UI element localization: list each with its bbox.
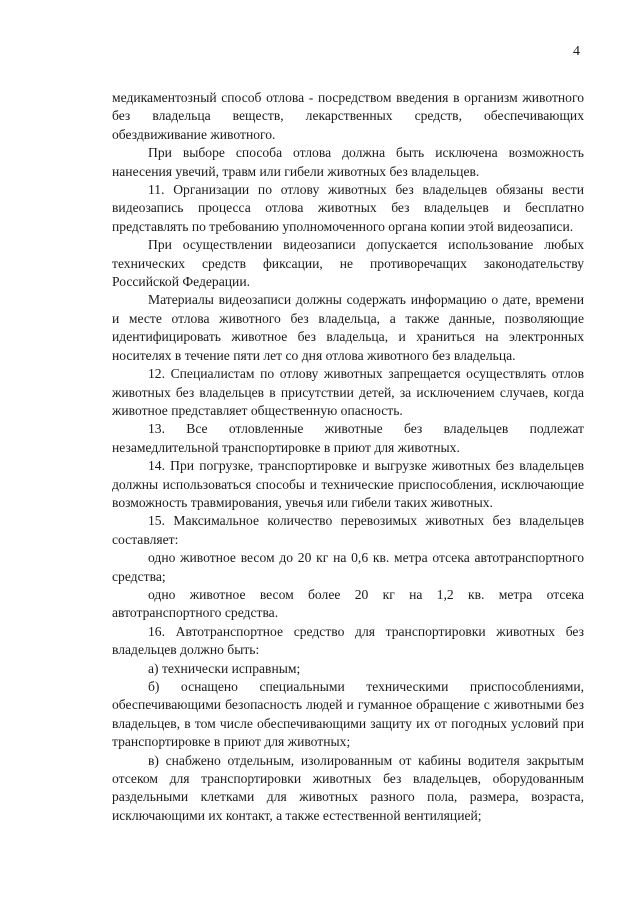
paragraph-15-under-20kg: одно животное весом до 20 кг на 0,6 кв. метра отсека автотранспортного средства; (112, 550, 584, 584)
page-number: 4 (573, 44, 580, 59)
paragraph-video-materials: Материалы видеозаписи должны содержать информацию о дате, времени и месте отлова животного без владельца, а также данные, позволяющие идентифицировать животное без владельца, и храниться на электронных носителях в течение пяти лет со дня отлова животного без владельца. (112, 292, 584, 363)
paragraph-16c-compartment: в) снабжено отдельным, изолированным от кабины водителя закрытым отсеком для транспортировки животных без владельцев, оборудованным раздельными клетками для животных разного пола, размера, возраста, исключающими их контакт, а также естественной вентиляцией; (112, 752, 584, 823)
paragraph-15-max-quantity: 15. Максимальное количество перевозимых животных без владельцев составляет: (112, 513, 584, 547)
paragraph-12-children-prohibition: 12. Специалистам по отлову животных запрещается осуществлять отлов животных без владельцев в присутствии детей, за исключением случаев, когда животное представляет общественную опасность. (112, 366, 584, 418)
paragraph-15-over-20kg: одно животное весом более 20 кг на 1,2 кв. метра отсека автотранспортного средства. (112, 586, 584, 621)
document-body (112, 89, 584, 825)
paragraph-14-loading-methods: 14. При погрузке, транспортировке и выгрузке животных без владельцев должны использоваться способы и технические приспособления, исключающие возможность травмирования, увечья или гибели таких животных. (112, 458, 584, 510)
paragraph-video-technical-means: При осуществлении видеозаписи допускается использование любых технических средств фиксации, не противоречащих законодательству Российской Федерации. (112, 237, 584, 290)
paragraph-capture-method-choice: При выборе способа отлова должна быть исключена возможность нанесения увечий, травм или гибели животных без владельцев. (112, 145, 584, 179)
paragraph-16b-equipped: б) оснащено специальными техническими приспособлениями, обеспечивающими безопасность людей и гуманное обращение с животными без владельцев, в том числе обеспечивающими защиту их от погодных условий при транспортировке в приют для животных; (112, 679, 584, 750)
paragraph-16-vehicle-requirements: 16. Автотранспортное средство для транспортировки животных без владельцев должно быть: (112, 623, 584, 658)
paragraph-16a-serviceable: а) технически исправным; (148, 660, 301, 676)
paragraph-11-video-recording: 11. Организации по отлову животных без владельцев обязаны вести видеозапись процесса отлова животных без владельцев и бесплатно представлять по требованию уполномоченного органа копии этой видеозаписи. (112, 182, 584, 234)
paragraph-capture-method-medicinal: медикаментозный способ отлова - посредством введения в организм животного без владельца веществ, лекарственных средств, обеспечивающих обездвиживание животного. (112, 90, 584, 142)
paragraph-13-transport-to-shelter: 13. Все отловленные животные без владельцев подлежат незамедлительной транспортировке в приют для животных. (112, 421, 584, 455)
